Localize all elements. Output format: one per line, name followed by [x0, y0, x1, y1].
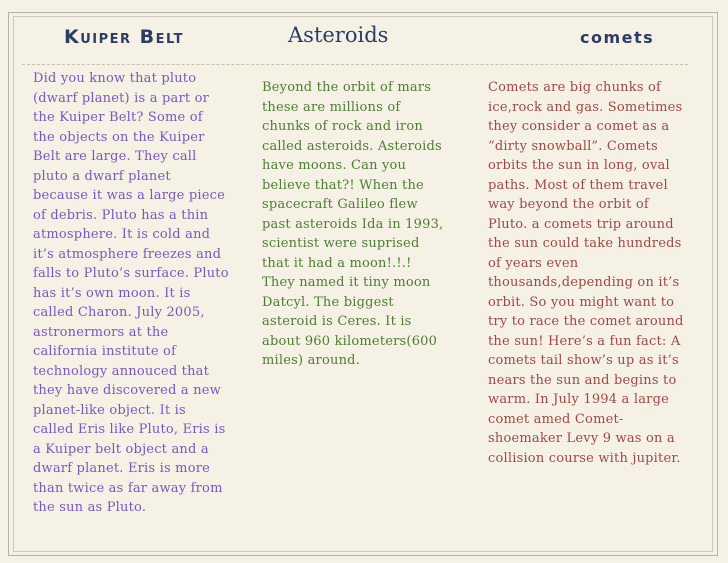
- asteroids-text: Beyond the orbit of mars these are millions of chunks of rock and iron called asteroids. Asteroids have moons. Can you believe that?! When the spacecraft Galileo flew past asteroids Ida in 1993, scientist were suprised that it had a moon!.!.! They named it tiny moon Datcyl. The biggest asteroid is Ceres. It is about 960 kilometers(600 miles) around.: [262, 80, 444, 368]
- comets-text: Comets are big chunks of ice,rock and gas. Sometimes they consider a comet as a “dirty snowball”. Comets orbits the sun in long, oval paths. Most of them travel way beyond the orbit of Pluto. a comets trip around the sun could take hundreds of years even thousands,depending on it’s orbit. So you might want to try to race the comet around the sun! Here’s a fun fact: A comets tail show’s up as it’s nears the sun and begins to warm. In July 1994 a large comet amed Comet-shoemaker Levy 9 was on a collision course with jupiter.: [488, 80, 684, 466]
- asteroids-title: Asteroids: [288, 23, 389, 47]
- kuiper-belt-title: Kuiper Belt: [64, 26, 185, 48]
- kuiper-belt-text: Did you know that pluto (dwarf planet) is a part or the Kuiper Belt? Some of the objects on the Kuiper Belt are large. They call pluto a dwarf planet because it was a large piece of debris. Pluto has a thin atmosphere. It is cold and it’s atmosphere freezes and falls to Pluto’s surface. Pluto has it’s own moon. It is called Charon. July 2005, astronermors at the california institute of technology annouced that they have discovered a new planet-like object. It is called Eris like Pluto, Eris is a Kuiper belt object and a dwarf planet. Eris is more than twice as far away from the sun as Pluto.: [33, 71, 229, 515]
- column-header-row: [22, 20, 706, 60]
- header-divider: [22, 64, 688, 65]
- comets-title: comets: [580, 28, 655, 47]
